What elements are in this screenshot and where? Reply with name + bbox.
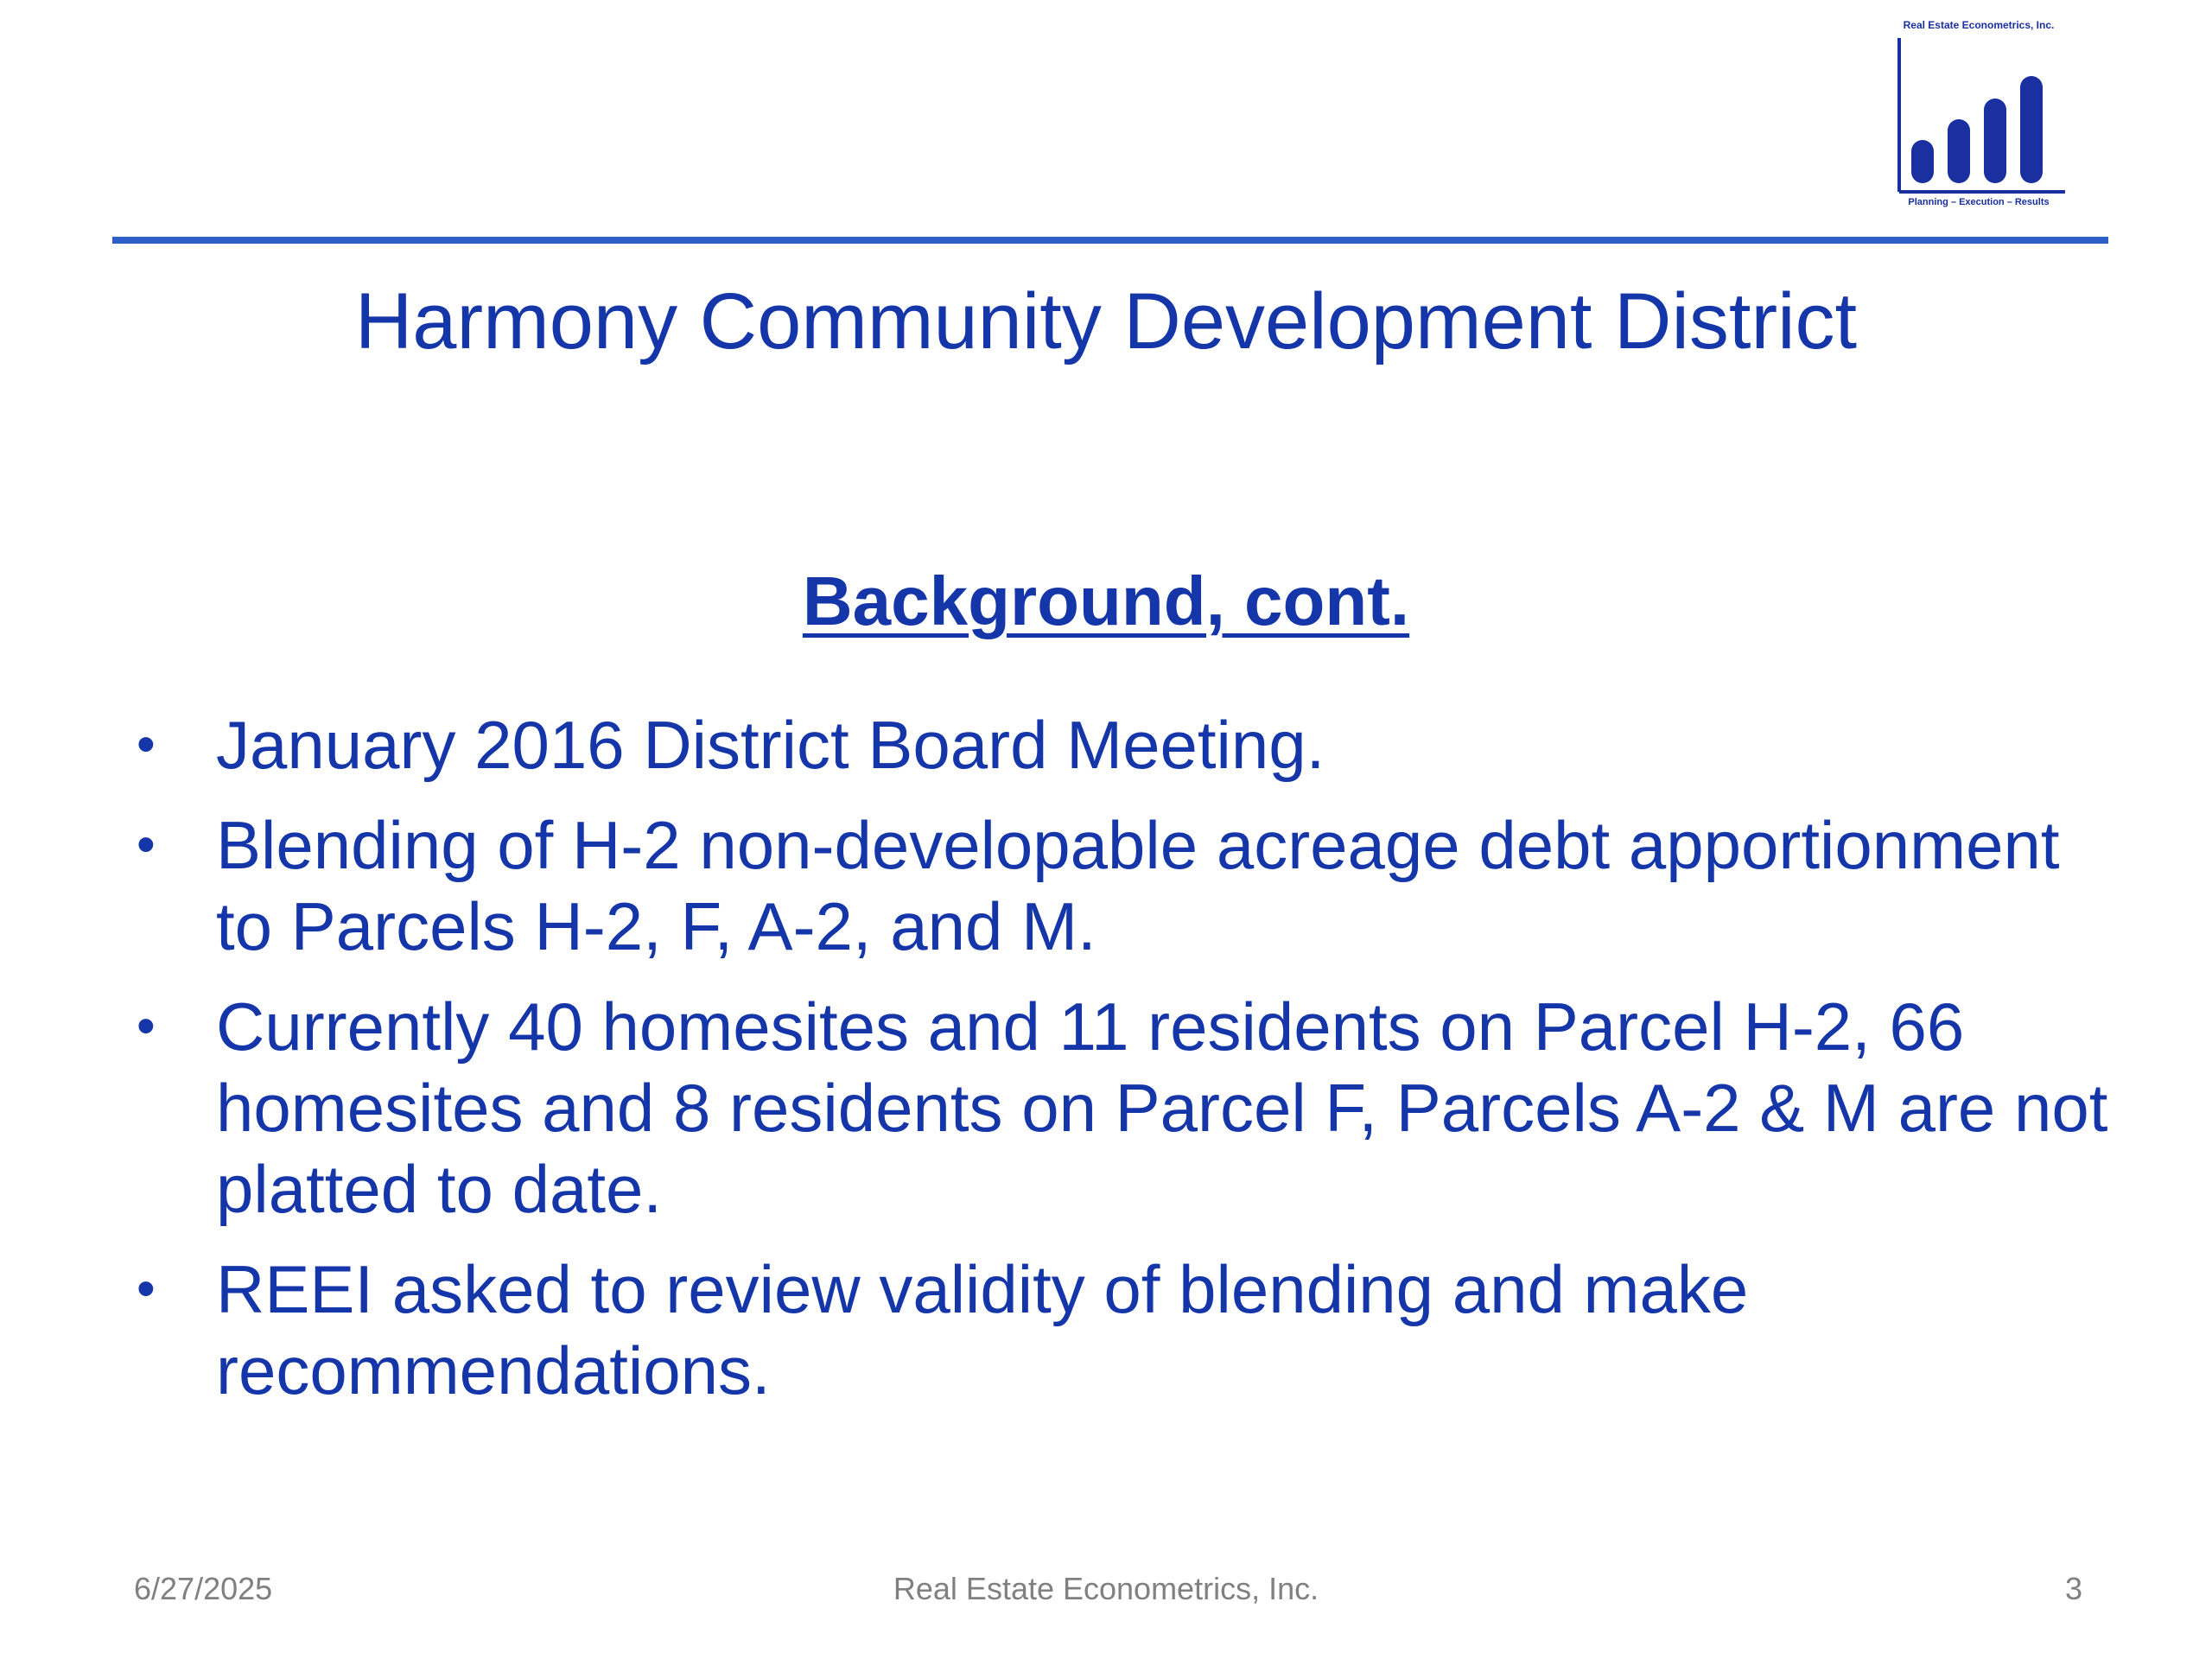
bullet-icon: • — [137, 1259, 156, 1319]
page-number: 3 — [2064, 1571, 2082, 1606]
bullet-text: January 2016 District Board Meeting. — [216, 707, 1325, 783]
bullet-icon: • — [137, 715, 156, 774]
bullet-item — [130, 986, 2117, 1230]
bullet-item — [130, 704, 2117, 785]
bullet-icon: • — [137, 815, 156, 874]
footer-date: 6/27/2025 — [134, 1571, 273, 1606]
logo-company-name: Real Estate Econometrics, Inc. — [1903, 19, 2055, 31]
section-heading: Background, cont. — [802, 563, 1410, 639]
bullet-icon: • — [137, 996, 156, 1056]
header-divider — [112, 237, 2108, 244]
slide-title: Harmony Community Development District — [354, 277, 1858, 365]
bullet-list — [130, 704, 2117, 1430]
footer-company: Real Estate Econometrics, Inc. — [893, 1571, 1319, 1606]
logo-tagline: Planning – Execution – Results — [1908, 197, 2050, 207]
bullet-text: REEI asked to review validity of blending and make recommendations. — [216, 1251, 1749, 1408]
bullet-item — [130, 1249, 2117, 1411]
bullet-text: Blending of H-2 non-developable acreage debt apportionment to Parcels H-2, F, A-2, and M. — [216, 807, 2060, 964]
bullet-text: Currently 40 homesites and 11 residents on Parcel H-2, 66 homesites and 8 residents on Parcel F, Parcels A-2 & M are not platted to date. — [216, 988, 2108, 1227]
bar-chart-logo-icon — [1892, 38, 2065, 198]
company-logo — [1875, 17, 2082, 216]
bullet-item — [130, 804, 2117, 967]
